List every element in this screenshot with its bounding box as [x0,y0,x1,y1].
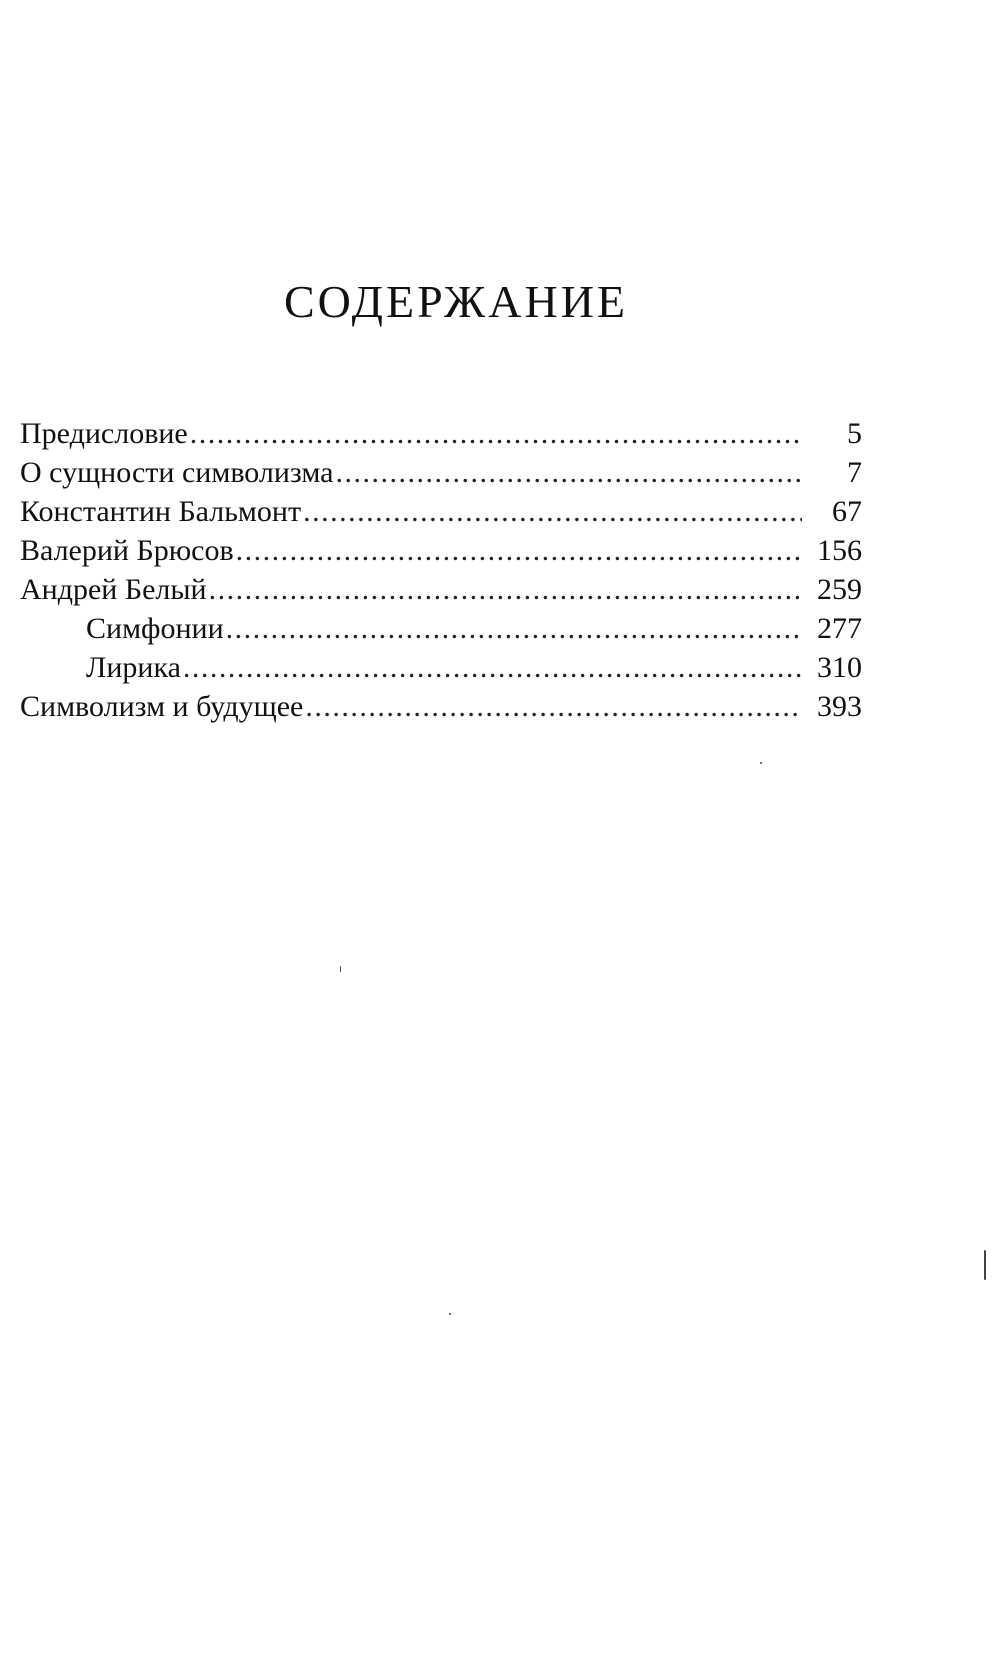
toc-entry-page: 67 [832,495,862,528]
scan-speck [760,762,762,764]
toc-entry-page: 156 [817,534,862,567]
toc-entry-page: 259 [817,573,862,606]
toc-entry-page: 393 [817,690,862,723]
toc-entry-title: Предисловие [20,417,188,450]
dot-leader [335,453,802,492]
toc-entry-page: 5 [847,417,862,450]
dot-leader [236,531,802,570]
dot-leader [305,687,802,726]
toc-entry [20,531,862,570]
toc-entry [20,687,862,726]
toc-entry [20,414,862,453]
toc-entry [20,453,862,492]
dot-leader [190,414,802,453]
toc-entry-page: 7 [847,456,862,489]
toc-entry-page: 310 [817,651,862,684]
scan-speck [340,966,341,972]
dot-leader [226,609,802,648]
toc-entry-title: Символизм и будущее [20,690,304,723]
page-title: СОДЕРЖАНИЕ [283,276,629,327]
toc-subentry [20,648,862,687]
toc-entry [20,570,862,609]
table-of-contents [20,414,862,726]
scan-speck [984,1250,986,1280]
toc-entry-title: Лирика [86,651,181,684]
toc-entry-title: О сущности символизма [20,456,334,489]
toc-entry-title: Симфонии [86,612,224,645]
dot-leader [183,648,802,687]
dot-leader [209,570,802,609]
toc-entry-title: Андрей Белый [20,573,207,606]
scan-speck [449,1313,451,1315]
toc-entry-page: 277 [817,612,862,645]
toc-entry-title: Константин Бальмонт [20,495,302,528]
toc-subentry [20,609,862,648]
toc-entry [20,492,862,531]
toc-entry-title: Валерий Брюсов [20,534,234,567]
dot-leader [303,492,802,531]
